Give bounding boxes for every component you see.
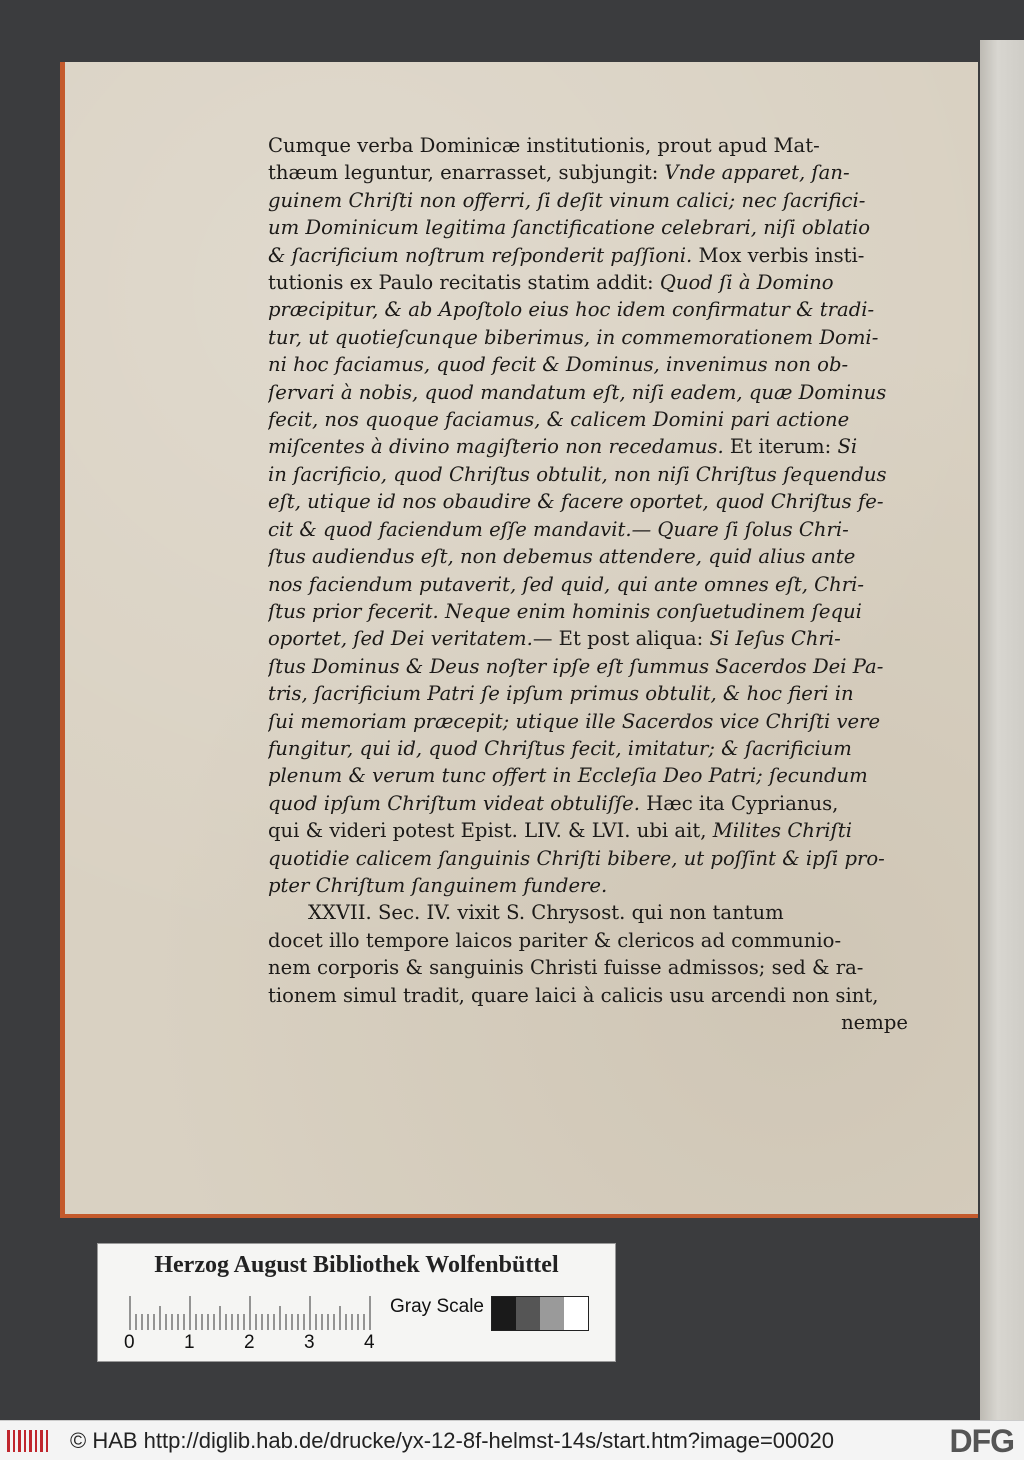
text-segment: Quod ſi à Domino: [659, 271, 834, 295]
text-line: [268, 872, 908, 899]
text-line: [268, 351, 908, 378]
text-line: [268, 296, 908, 323]
text-segment: ni hoc faciamus, quod fecit & Dominus, invenimus non ob-: [268, 353, 849, 377]
text-segment: ſervari à nobis, quod mandatum eſt, niſi eadem, quæ Dominus: [268, 380, 887, 404]
gray-swatch: [564, 1297, 588, 1330]
text-segment: Vnde apparet, ſan-: [664, 161, 850, 185]
text-segment: & ſacrificium noſtrum reſponderit paſſioni.: [268, 243, 699, 267]
text-segment: docet illo tempore laicos pariter & clericos ad communio-: [268, 928, 842, 952]
text-line: [268, 406, 908, 433]
text-line: [268, 516, 908, 543]
text-segment: Milites Chriſti: [712, 819, 852, 843]
text-segment: eſt, utique id nos obaudire & facere oportet, quod Chriſtus fe-: [268, 490, 884, 514]
text-line: [268, 653, 908, 680]
text-line: [268, 269, 908, 296]
text-line: [268, 817, 908, 844]
text-segment: Hæc ita Cyprianus,: [646, 791, 839, 815]
text-segment: oportet, ſed Dei veritatem.: [268, 627, 533, 651]
text-segment: pter Chriſtum ſanguinem fundere.: [268, 873, 608, 897]
text-segment: tutionis ex Paulo recitatis statim addit:: [268, 271, 660, 295]
text-line: [268, 571, 908, 598]
ruler-number: 0: [124, 1332, 135, 1353]
text-segment: quotidie calicem ſanguinis Chriſti bibere, ut poſſint & ipſi pro-: [268, 846, 885, 870]
text-line: [268, 708, 908, 735]
ruler-icon: [128, 1294, 378, 1330]
dfg-logo: DFG: [949, 1423, 1014, 1459]
gray-swatch: [492, 1297, 516, 1330]
text-segment: thæum leguntur, enarrasset, subjungit:: [268, 161, 665, 185]
text-segment: ſtus prior fecerit. Neque enim hominis conſuetudinem ſequi: [268, 599, 862, 623]
text-segment: Cumque verba Dominicæ institutionis, prout apud Mat-: [268, 134, 820, 157]
text-segment: Et iterum:: [729, 435, 838, 459]
text-line: [268, 927, 908, 954]
text-line: [268, 1009, 908, 1036]
text-segment: fecit, nos quoque faciamus, & calicem Domini pari actione: [268, 408, 850, 432]
ruler-number: 3: [304, 1332, 315, 1353]
text-segment: miſcentes à divino magiſterio non recedamus.: [268, 435, 730, 459]
text-segment: in ſacrificio, quod Chriſtus obtulit, non niſi Chriſtus ſequendus: [268, 462, 887, 486]
adjacent-page-edge: [980, 40, 1024, 1420]
text-line: [268, 324, 908, 351]
text-line: [268, 899, 908, 926]
text-line: [268, 625, 908, 652]
footer-url-text[interactable]: © HAB http://diglib.hab.de/drucke/yx-12-8f-helmst-14s/start.htm?image=00020: [70, 1428, 834, 1453]
ruler-number: 1: [184, 1332, 195, 1353]
text-line: [268, 159, 908, 186]
text-line: [268, 954, 908, 981]
text-segment: Si: [837, 435, 858, 459]
text-line: [268, 680, 908, 707]
text-segment: quod ipſum Chriſtum videat obtuliſſe.: [268, 791, 647, 815]
footer-bar: [0, 1420, 1024, 1460]
text-segment: XXVII.: [308, 901, 378, 925]
text-segment: ſtus audiendus eſt, non debemus attendere, quid alius ante: [268, 545, 856, 569]
text-segment: Mox verbis insti-: [698, 243, 865, 267]
ruler-number: 2: [244, 1332, 255, 1353]
text-segment: ſui memoriam præcepit; utique ille Sacerdos vice Chriſti vere: [268, 709, 881, 733]
text-segment: Si Ieſus Chri-: [709, 627, 841, 651]
text-segment: — Et post aliqua:: [532, 627, 710, 651]
page-text-block: [268, 132, 908, 1036]
text-segment: guinem Chriſti non offerri, ſi deſit vinum calici; nec ſacrifici-: [268, 188, 866, 212]
gray-swatch: [540, 1297, 564, 1330]
text-segment: nempe: [841, 1011, 908, 1034]
text-segment: nem corporis & sanguinis Christi fuisse admissos; sed & ra-: [268, 956, 864, 980]
text-line: [268, 845, 908, 872]
text-line: [268, 543, 908, 570]
text-line: [268, 598, 908, 625]
text-line: [268, 790, 908, 817]
text-line: [268, 379, 908, 406]
text-segment: præcipitur, & ab Apoſtolo eius hoc idem confirmatur & tradi-: [268, 298, 875, 322]
ruler-number: 4: [364, 1332, 375, 1353]
text-line: [268, 488, 908, 515]
text-line: [268, 461, 908, 488]
text-segment: qui & videri potest Epist. LIV. & LVI. ubi ait,: [268, 819, 713, 843]
text-segment: Sec. IV. vixit S. Chrysost. qui non tantum: [378, 901, 784, 925]
text-line: [268, 187, 908, 214]
gray-scale-label: Gray Scale: [390, 1296, 484, 1317]
text-segment: plenum & verum tunc offert in Eccleſia Deo Patri; ſecundum: [268, 764, 868, 788]
text-segment: tionem simul tradit, quare laici à calicis usu arcendi non sint,: [268, 983, 879, 1007]
text-segment: fungitur, qui id, quod Chriſtus fecit, imitatur; & ſacrificium: [268, 736, 852, 760]
text-line: [268, 242, 908, 269]
text-segment: ſtus Dominus & Deus noſter ipſe eſt ſummus Sacerdos Dei Pa-: [268, 654, 884, 678]
gray-swatches: [491, 1296, 589, 1331]
barcode-logo-icon: [6, 1428, 50, 1454]
library-name: Herzog August Bibliothek Wolfenbüttel: [154, 1252, 559, 1278]
color-scale-card: [97, 1243, 616, 1362]
text-line: [268, 214, 908, 241]
gray-swatch: [516, 1297, 540, 1330]
text-line: [268, 735, 908, 762]
text-segment: tur, ut quotieſcunque biberimus, in commemorationem Domi-: [268, 325, 879, 349]
text-segment: tris, ſacrificium Patri ſe ipſum primus obtulit, & hoc fieri in: [268, 682, 854, 706]
text-segment: um Dominicum legitima ſanctificatione celebrari, niſi oblatio: [268, 216, 871, 240]
text-line: [268, 433, 908, 460]
text-segment: cit & quod faciendum eſſe mandavit.— Quare ſi ſolus Chri-: [268, 517, 849, 541]
text-line: [268, 762, 908, 789]
text-line: [268, 982, 908, 1009]
text-segment: nos faciendum putaverit, ſed quid, qui ante omnes eſt, Chri-: [268, 572, 865, 596]
text-line: [268, 132, 908, 159]
